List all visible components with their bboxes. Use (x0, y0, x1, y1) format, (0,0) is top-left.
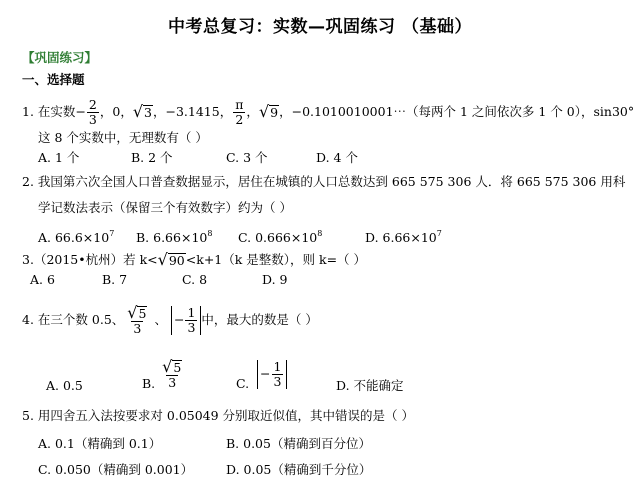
q1-text-mid: ，−3.1415， (152, 104, 233, 119)
q1-text-zero: ，0， (99, 104, 133, 119)
q1-option-b[interactable]: B. 2 个 (131, 150, 173, 165)
fraction-sqrt5-over-3: √ 5 3 (127, 302, 147, 336)
question-number: 2. (22, 174, 34, 189)
q2-option-d[interactable]: D. $6.66\times 10^7$ (365, 229, 442, 245)
q3-option-d[interactable]: D. 9 (262, 272, 288, 287)
q3-option-b[interactable]: B. 7 (102, 272, 128, 287)
section-tag: 【巩固练习】 (22, 50, 98, 65)
q3-option-c[interactable]: C. 8 (182, 272, 208, 287)
q1-text-pre: 在实数 (37, 104, 76, 119)
q4-option-a[interactable]: A. 0.5 (46, 378, 83, 393)
question-4-line-1: 4. 在三个数 0.5、 √ 5 3 、 − $\frac{1}{3}$ 中，最大的数是（ ） (22, 302, 318, 336)
q5-option-c[interactable]: C. 0.050（精确到 0.001） (38, 462, 194, 477)
q5-option-a[interactable]: A. 0.1（精确到 0.1） (38, 436, 162, 451)
page-title: 中考总复习：实数—巩固练习 （基础） (168, 17, 472, 37)
sqrt-9: √ 9 (258, 102, 279, 121)
question-1-line-1: 1. 在实数 − $\frac{2}{3}$ ，0， √ 3 ，−3.1415， $\frac{\pi}{2}$ ， √ 9 ，−0.1010010001⋯（每两个 1 之间依次多 1 个 0），sin30° (22, 96, 635, 127)
question-2-line-1: 2. 我国第六次全国人口普查数据显示，居住在城镇的人口总数达到 665 575 306 人．将 665 575 306 用科 (22, 174, 626, 189)
sqrt-90: √ 90 (157, 250, 185, 269)
question-2-line-2: 学记数法表示（保留三个有效数字）约为（ ） (38, 200, 292, 215)
q2-option-c[interactable]: C. $0.666\times 10^8$ (238, 229, 323, 245)
q1-option-a[interactable]: A. 1 个 (38, 150, 80, 165)
sqrt-3: √ 3 (132, 102, 152, 121)
q4-option-c[interactable]: C. − $\frac{1}{3}$ (236, 354, 287, 394)
q5-option-d[interactable]: D. 0.05（精确到千分位） (226, 462, 372, 477)
fraction-two-thirds: $\frac{2}{3}$ (88, 96, 97, 127)
question-5-line-1: 5. 用四舍五入法按要求对 0.05049 分别取近似值，其中错误的是（ ） (22, 408, 415, 423)
q5-option-b[interactable]: B. 0.05（精确到百分位） (226, 436, 371, 451)
fraction-pi-over-2: $\frac{\pi}{2}$ (235, 96, 244, 127)
question-number: 1. (22, 104, 34, 119)
abs-neg-one-third: − $\frac{1}{3}$ (171, 306, 201, 335)
question-1-line-2: 这 8 个实数中，无理数有（ ） (38, 130, 208, 145)
q4-option-d[interactable]: D. 不能确定 (336, 378, 404, 393)
q3-option-a[interactable]: A. 6 (30, 272, 55, 287)
q1-text-tail: ，−0.1010010001⋯（每两个 1 之间依次多 1 个 0），sin30° (279, 104, 635, 119)
section-heading: 一、选择题 (22, 72, 85, 87)
q2-option-a[interactable]: A. $66.6\times 10^7$ (38, 229, 115, 245)
q1-option-d[interactable]: D. 4 个 (316, 150, 358, 165)
q1-option-c[interactable]: C. 3 个 (226, 150, 268, 165)
q4-option-b[interactable]: B. √ 5 3 (142, 356, 182, 391)
q2-option-b[interactable]: B. $6.66\times 10^8$ (136, 229, 213, 245)
question-3-line-1: 3. （2015•杭州）若 k< √ 90 <k+1（k 是整数），则 k=（ ） (22, 250, 367, 269)
